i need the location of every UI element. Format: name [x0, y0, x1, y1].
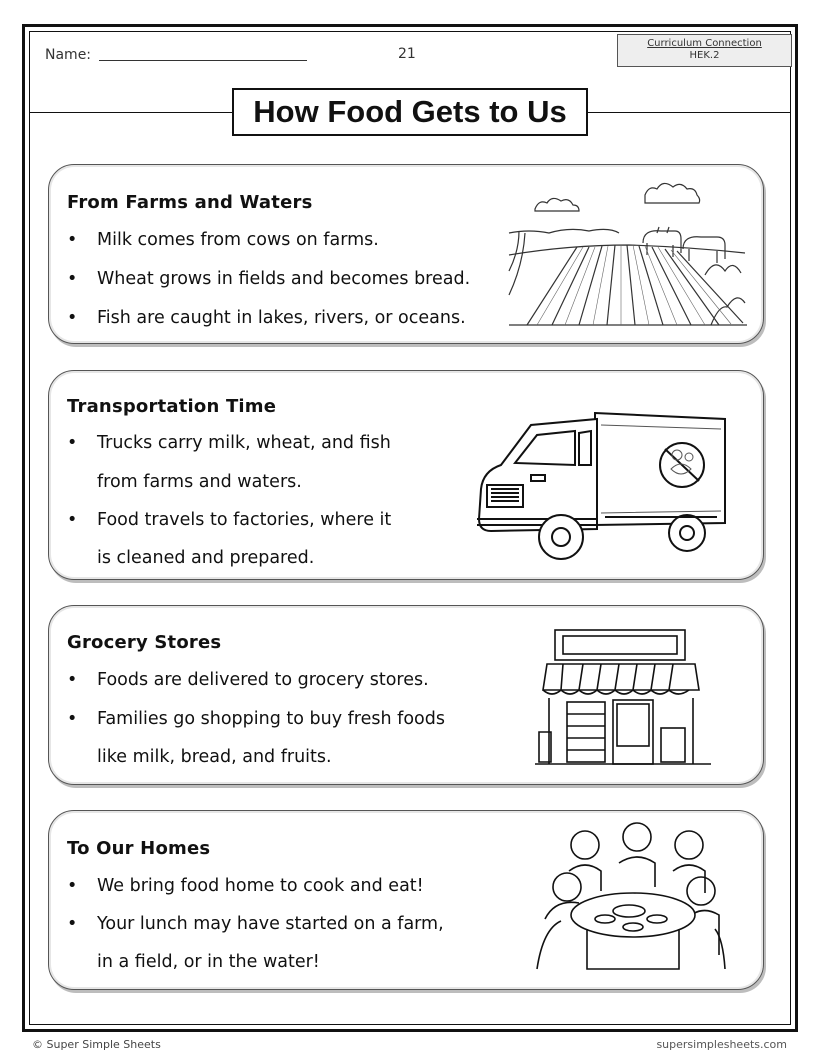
section-farms	[48, 164, 764, 344]
name-label: Name:	[45, 47, 96, 63]
bullet-text: is cleaned and prepared.	[97, 548, 315, 568]
bullet-icon: •	[67, 308, 78, 328]
name-field[interactable]	[45, 46, 307, 63]
curriculum-code: HEK.2	[689, 50, 720, 61]
family-dinner-illustration	[533, 819, 729, 977]
bullet-icon: •	[67, 876, 78, 896]
bullet-icon: •	[67, 510, 78, 530]
delivery-truck-illustration	[471, 405, 733, 565]
bullet-text: Milk comes from cows on farms.	[97, 230, 379, 250]
bullet-icon: •	[67, 269, 78, 289]
section-heading: Transportation Time	[67, 396, 277, 417]
bullet-text: like milk, bread, and fruits.	[97, 747, 332, 767]
curriculum-connection-box	[617, 34, 792, 67]
bullet-text: Wheat grows in fields and becomes bread.	[97, 269, 471, 289]
section-homes	[48, 810, 764, 990]
bullet-icon: •	[67, 709, 78, 729]
section-heading: Grocery Stores	[67, 632, 222, 653]
bullet-text: Fish are caught in lakes, rivers, or oceans.	[97, 308, 466, 328]
bullet-icon: •	[67, 914, 78, 934]
bullet-text: Food travels to factories, where it	[97, 510, 392, 530]
bullet-icon: •	[67, 230, 78, 250]
bullet-text: Families go shopping to buy fresh foods	[97, 709, 445, 729]
bullet-text: in a field, or in the water!	[97, 952, 320, 972]
footer-website[interactable]: supersimplesheets.com	[656, 1038, 787, 1051]
footer-copyright: © Super Simple Sheets	[32, 1038, 161, 1051]
section-transportation	[48, 370, 764, 580]
page-title: How Food Gets to Us	[232, 88, 588, 136]
farm-field-illustration	[507, 175, 747, 335]
bullet-text: Your lunch may have started on a farm,	[97, 914, 444, 934]
grocery-store-illustration	[533, 628, 713, 770]
bullet-icon: •	[67, 670, 78, 690]
curriculum-title: Curriculum Connection	[647, 38, 762, 49]
name-blank-line[interactable]	[99, 46, 307, 61]
bullet-text: We bring food home to cook and eat!	[97, 876, 424, 896]
section-heading: To Our Homes	[67, 838, 211, 859]
section-heading: From Farms and Waters	[67, 192, 313, 213]
bullet-text: Trucks carry milk, wheat, and fish	[97, 433, 391, 453]
page-number: 21	[398, 46, 416, 62]
bullet-text: Foods are delivered to grocery stores.	[97, 670, 429, 690]
bullet-text: from farms and waters.	[97, 472, 302, 492]
bullet-icon: •	[67, 433, 78, 453]
section-grocery	[48, 605, 764, 785]
